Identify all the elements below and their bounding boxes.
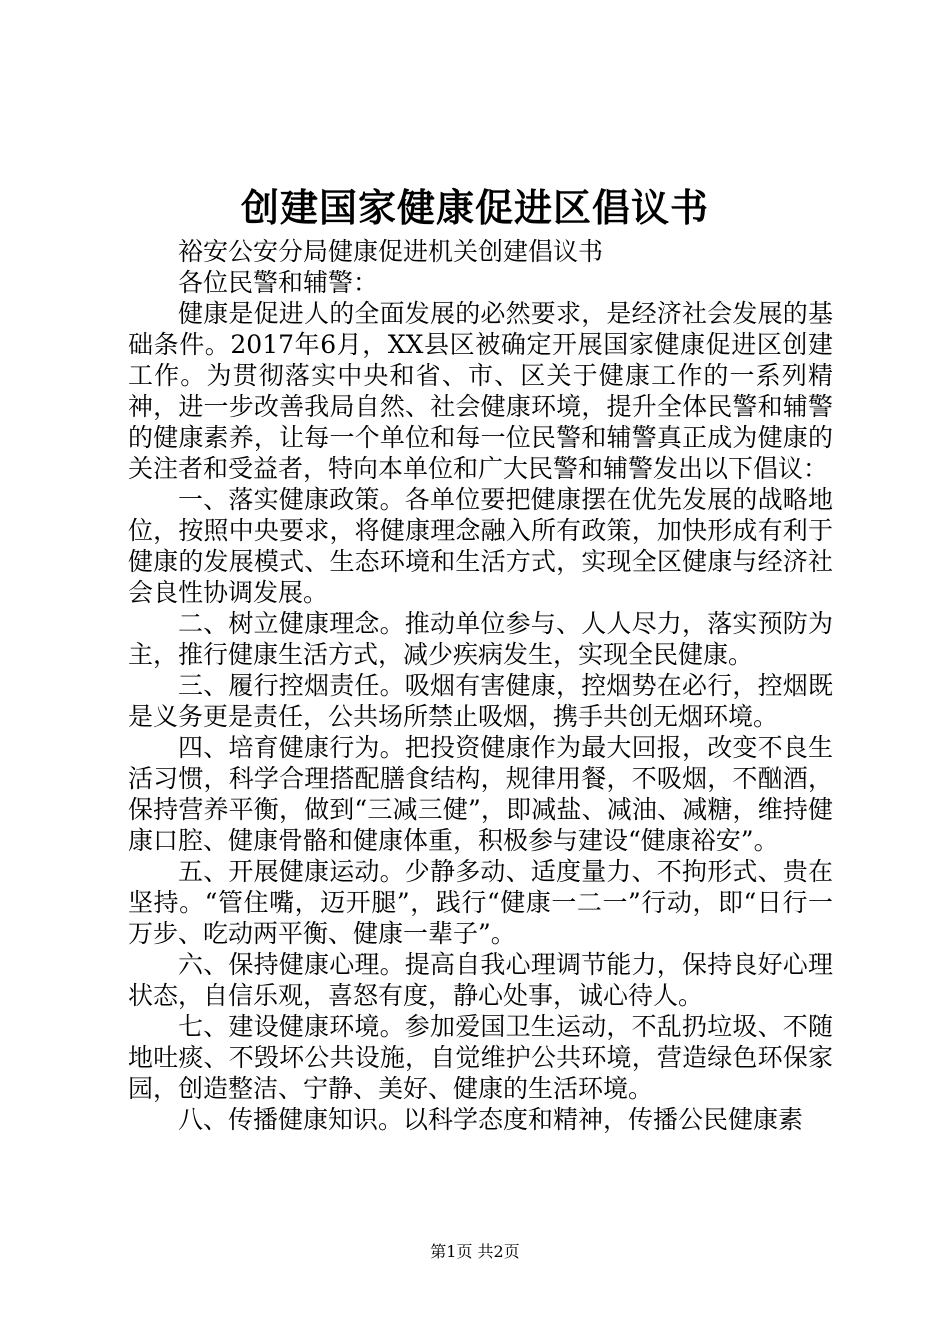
proposal-paragraph-3: 三、履行控烟责任。吸烟有害健康，控烟势在必行，控烟既是义务更是责任，公共场所禁止吸烟，携手共创无烟环境。 <box>128 671 833 731</box>
intro-paragraph: 健康是促进人的全面发展的必然要求，是经济社会发展的基础条件。2017年6月，XX县区被确定开展国家健康促进区创建工作。为贯彻落实中央和省、市、区关于健康工作的一系列精神，进一步改善我局自然、社会健康环境，提升全体民警和辅警的健康素养，让每一个单位和每一位民警和辅警真正成为健康的关注者和受益者，特向本单位和广大民警和辅警发出以下倡议： <box>128 299 833 483</box>
proposal-paragraph-8: 八、传播健康知识。以科学态度和精神，传播公民健康素 <box>178 1105 804 1134</box>
proposal-paragraph-4: 四、培育健康行为。把投资健康作为最大回报，改变不良生活习惯，科学合理搭配膳食结构，规律用餐，不吸烟，不酗酒，保持营养平衡，做到“三减三健”，即减盐、减油、减糖，维持健康口腔、健康骨骼和健康体重，积极参与建设“健康裕安”。 <box>128 733 833 855</box>
proposal-paragraph-1: 一、落实健康政策。各单位要把健康摆在优先发展的战略地位，按照中央要求，将健康理念融入所有政策，加快形成有利于健康的发展模式、生态环境和生活方式，实现全区健康与经济社会良性协调发展。 <box>128 485 833 607</box>
salutation: 各位民警和辅警： <box>178 268 379 297</box>
proposal-paragraph-5: 五、开展健康运动。少静多动、适度量力、不拘形式、贵在坚持。“管住嘴，迈开腿”，践行“健康一二一”行动，即“日行一万步、吃动两平衡、健康一辈子”。 <box>128 857 833 948</box>
proposal-paragraph-2: 二、树立健康理念。推动单位参与、人人尽力，落实预防为主，推行健康生活方式，减少疾病发生，实现全民健康。 <box>128 609 833 669</box>
document-body <box>128 236 833 1135</box>
page-number-footer: 第1页 共2页 <box>430 1242 520 1261</box>
proposal-paragraph-6: 六、保持健康心理。提高自我心理调节能力，保持良好心理状态，自信乐观，喜怒有度，静心处事，诚心待人。 <box>128 950 833 1010</box>
addressee-heading: 裕安公安分局健康促进机关创建倡议书 <box>178 237 604 266</box>
proposal-paragraph-7: 七、建设健康环境。参加爱国卫生运动，不乱扔垃圾、不随地吐痰、不毁坏公共设施，自觉维护公共环境，营造绿色环保家园，创造整洁、宁静、美好、健康的生活环境。 <box>128 1012 833 1103</box>
document-title: 创建国家健康促进区倡议书 <box>240 185 709 230</box>
